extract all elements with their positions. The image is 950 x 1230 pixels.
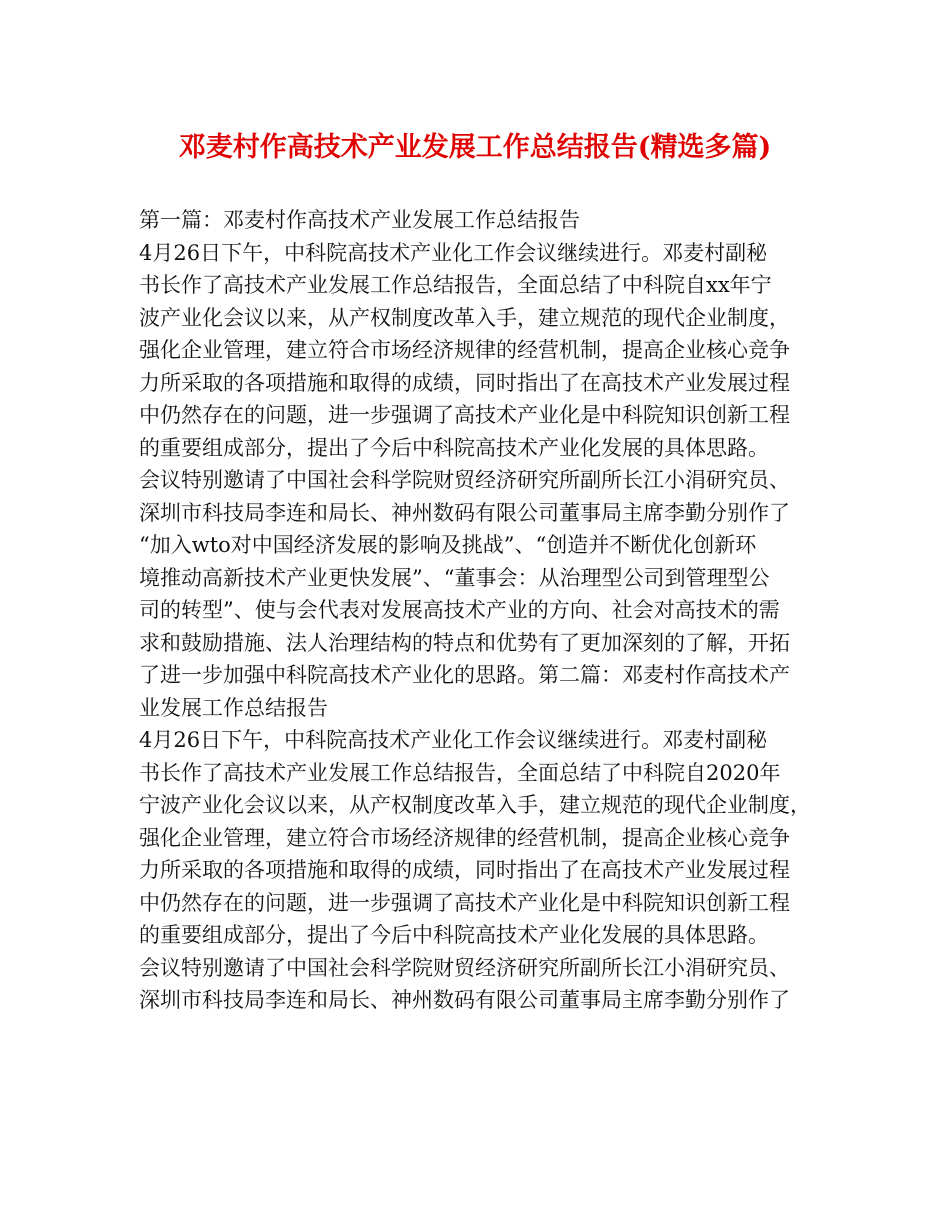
body-line: 了进一步加强中科院高技术产业化的思路。第二篇：邓麦村作高技术产 — [139, 663, 790, 687]
body-line: 的重要组成部分，提出了今后中科院高技术产业化发展的具体思路。 — [139, 923, 769, 947]
body-line: 宁波产业化会议以来，从产权制度改革入手，建立规范的现代企业制度， — [139, 793, 811, 817]
body-line: 中仍然存在的问题，进一步强调了高技术产业化是中科院知识创新工程 — [139, 403, 790, 427]
body-line: 力所采取的各项措施和取得的成绩，同时指出了在高技术产业发展过程 — [139, 370, 790, 395]
body-line: 的重要组成部分，提出了今后中科院高技术产业化发展的具体思路。 — [139, 435, 769, 460]
body-line: 求和鼓励措施、法人治理结构的特点和优势有了更加深刻的了解，开拓 — [139, 630, 790, 655]
document-title: 邓麦村作高技术产业发展工作总结报告(精选多篇) — [178, 132, 772, 163]
body-line: 深圳市科技局李连和局长、神州数码有限公司董事局主席李勤分别作了 — [139, 500, 790, 525]
body-line: 会议特别邀请了中国社会科学院财贸经济研究所副所长江小涓研究员、 — [139, 468, 790, 492]
body-line: 会议特别邀请了中国社会科学院财贸经济研究所副所长江小涓研究员、 — [139, 955, 790, 980]
body-line: 4月26日下午，中科院高技术产业化工作会议继续进行。邓麦村副秘 — [139, 728, 768, 752]
body-line: 书长作了高技术产业发展工作总结报告，全面总结了中科院自2020年 — [139, 760, 781, 785]
body-line: 境推动高新技术产业更快发展”、“董事会：从治理型公司到管理型公 — [139, 565, 770, 590]
body-line: 书长作了高技术产业发展工作总结报告，全面总结了中科院自xx年宁 — [139, 273, 772, 297]
body-line: 波产业化会议以来，从产权制度改革入手，建立规范的现代企业制度， — [139, 305, 790, 330]
body-line: 深圳市科技局李连和局长、神州数码有限公司董事局主席李勤分别作了 — [139, 988, 790, 1012]
body-line: “加入wto对中国经济发展的影响及挑战”、“创造并不断优化创新环 — [139, 533, 757, 557]
body-line: 第一篇：邓麦村作高技术产业发展工作总结报告 — [139, 208, 580, 232]
body-line: 业发展工作总结报告 — [139, 695, 328, 720]
body-line: 司的转型”、使与会代表对发展高技术产业的方向、社会对高技术的需 — [139, 598, 780, 622]
body-line: 强化企业管理，建立符合市场经济规律的经营机制，提高企业核心竞争 — [139, 825, 790, 850]
body-line: 力所采取的各项措施和取得的成绩，同时指出了在高技术产业发展过程 — [139, 858, 790, 882]
body-line: 强化企业管理，建立符合市场经济规律的经营机制，提高企业核心竞争 — [139, 338, 790, 362]
body-line: 中仍然存在的问题，进一步强调了高技术产业化是中科院知识创新工程 — [139, 890, 790, 915]
document-body — [139, 204, 829, 1017]
body-line: 4月26日下午，中科院高技术产业化工作会议继续进行。邓麦村副秘 — [139, 240, 768, 265]
